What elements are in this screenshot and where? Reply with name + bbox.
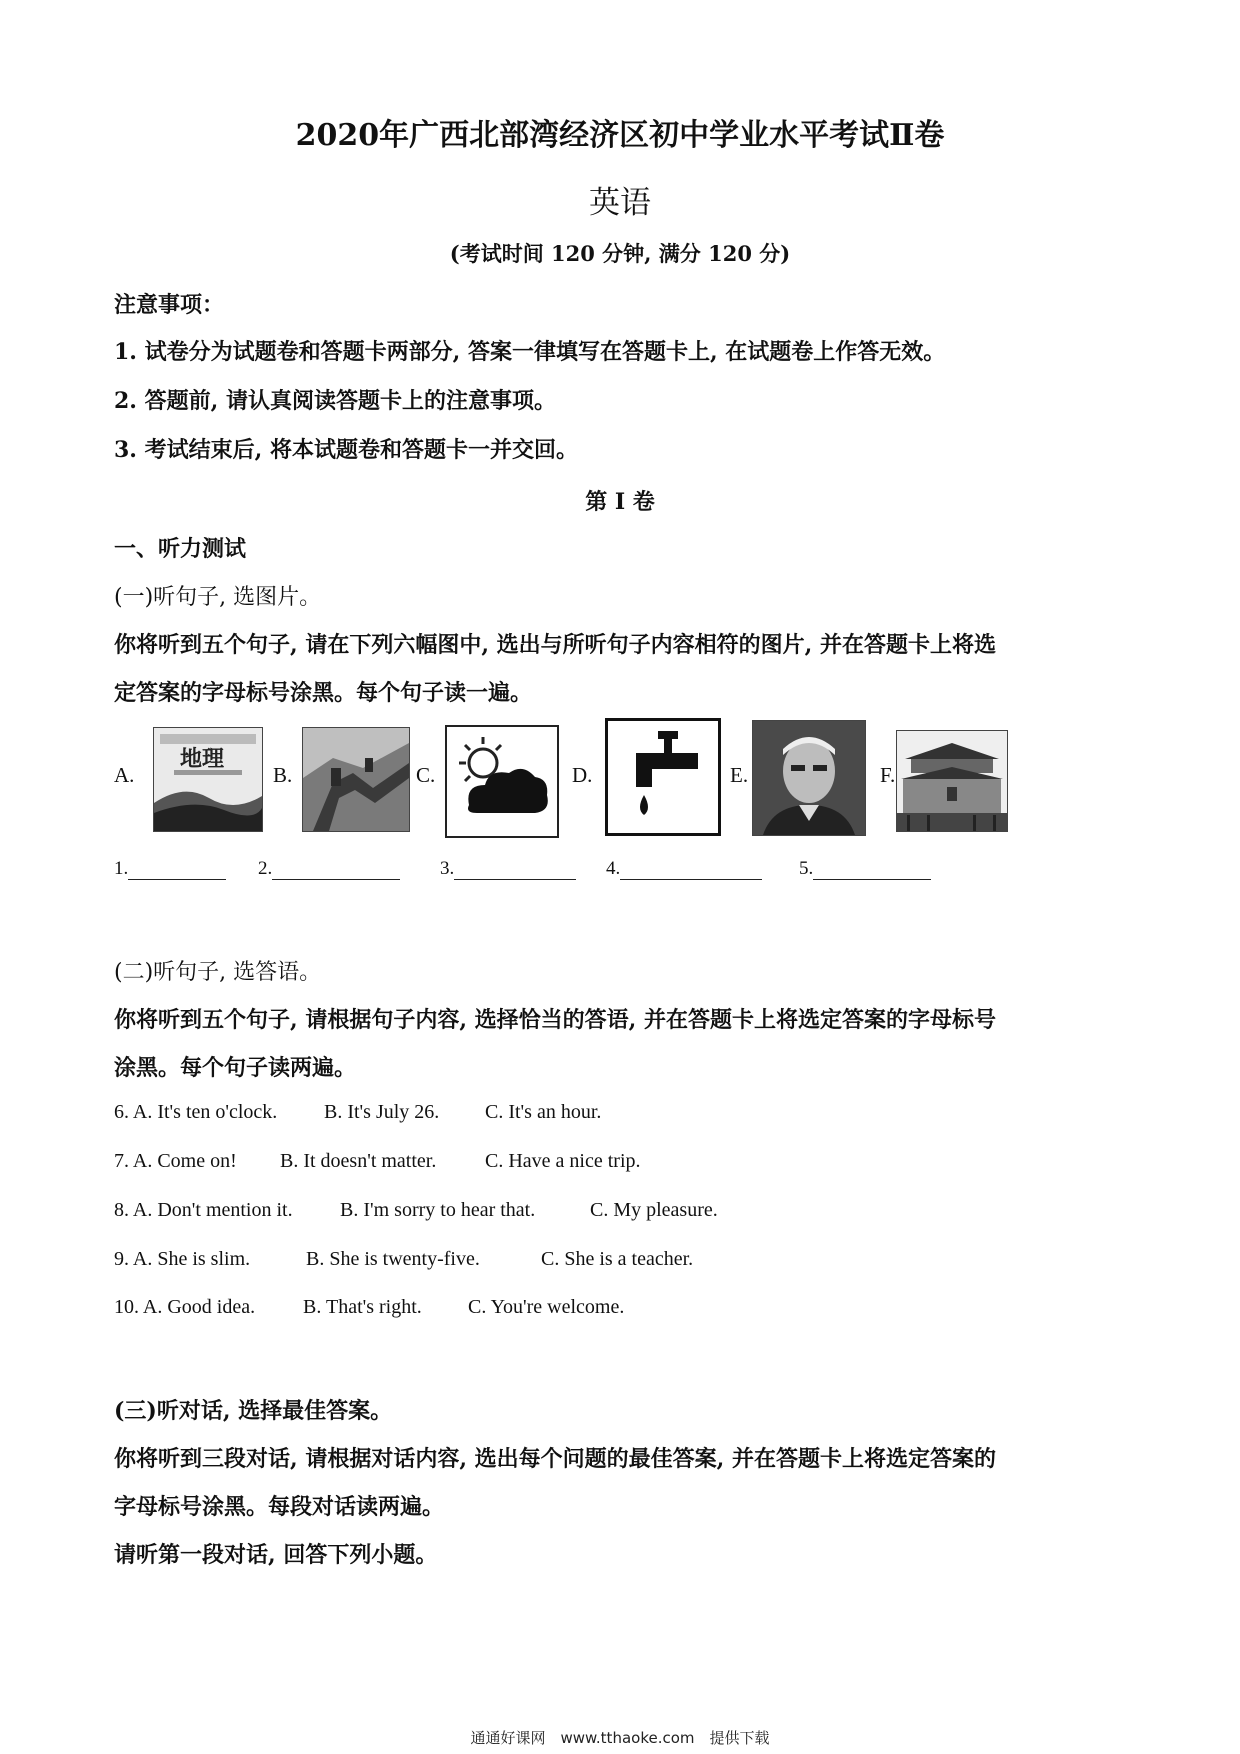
part-one-label: 第 I 卷: [585, 489, 655, 515]
sub2-heading: (二)听句子, 选答语。: [114, 960, 322, 985]
sub1-instruction-line1: 你将听到五个句子, 请在下列六幅图中, 选出与所听句子内容相符的图片, 并在答题卡上将选: [114, 632, 996, 658]
q10-option-a: 10. A. Good idea.: [114, 1296, 256, 1318]
q6-option-a: 6. A. It's ten o'clock.: [114, 1101, 278, 1123]
q8-option-c: C. My pleasure.: [590, 1199, 718, 1221]
question-6: [114, 1101, 601, 1124]
notes-heading: 注意事项：: [114, 292, 225, 318]
subject-title: 英语: [589, 185, 651, 221]
sub3-heading: (三)听对话, 选择最佳答案。: [114, 1398, 393, 1424]
sub3-instruction-line1: 你将听到三段对话, 请根据对话内容, 选出每个问题的最佳答案, 并在答题卡上将选定答案的: [114, 1446, 996, 1472]
picture-label-c: C.: [416, 763, 436, 787]
portrait-photo-icon: [752, 720, 866, 836]
sub3-instruction-line2: 字母标号涂黑。每段对话读两遍。: [114, 1494, 445, 1520]
picture-label-f: F.: [880, 763, 896, 787]
tiananmen-icon: [896, 730, 1008, 832]
q7-option-a: 7. A. Come on!: [114, 1150, 237, 1172]
q9-option-c: C. She is a teacher.: [541, 1248, 694, 1270]
question-7: [114, 1150, 641, 1173]
q6-option-b: B. It's July 26.: [324, 1101, 440, 1123]
water-tap-icon: [605, 718, 721, 836]
picture-label-e: E.: [730, 763, 749, 787]
great-wall-icon: [302, 727, 410, 832]
page-footer: 通通好课网 www.tthaoke.com 提供下载: [470, 1729, 770, 1747]
note-item-3: 3. 考试结束后, 将本试题卷和答题卡一并交回。: [114, 437, 578, 463]
sub1-instruction-line2: 定答案的字母标号涂黑。每个句子读一遍。: [114, 680, 533, 706]
q7-option-c: C. Have a nice trip.: [485, 1150, 641, 1172]
answer-blank-4[interactable]: 4.: [606, 858, 762, 880]
book-cover-text: 地理: [180, 746, 225, 772]
answer-blank-1[interactable]: 1.: [114, 858, 226, 880]
q7-option-b: B. It doesn't matter.: [280, 1150, 437, 1172]
note-item-1: 1. 试卷分为试题卷和答题卡两部分, 答案一律填写在答题卡上, 在试题卷上作答无效。: [114, 339, 946, 365]
answer-blank-3[interactable]: 3.: [440, 858, 576, 880]
exam-title: 2020年广西北部湾经济区初中学业水平考试Ⅱ卷: [295, 118, 945, 153]
q8-option-a: 8. A. Don't mention it.: [114, 1199, 293, 1221]
picture-label-b: B.: [273, 763, 293, 787]
q9-option-a: 9. A. She is slim.: [114, 1248, 251, 1270]
q10-option-b: B. That's right.: [303, 1296, 422, 1318]
answer-blank-5[interactable]: 5.: [799, 858, 931, 880]
exam-time-info: (考试时间 120 分钟, 满分 120 分): [449, 241, 791, 266]
picture-label-d: D.: [572, 763, 593, 787]
sun-cloud-weather-icon: [445, 725, 559, 838]
picture-label-a: A.: [114, 763, 135, 787]
question-10: [114, 1296, 624, 1319]
q6-option-c: C. It's an hour.: [485, 1101, 602, 1123]
geography-book-icon: [153, 727, 263, 832]
answer-blank-2[interactable]: 2.: [258, 858, 400, 880]
sub3-instruction-line3: 请听第一段对话, 回答下列小题。: [114, 1542, 438, 1568]
sub2-instruction-line2: 涂黑。每个句子读两遍。: [114, 1055, 357, 1081]
sub2-instruction-line1: 你将听到五个句子, 请根据句子内容, 选择恰当的答语, 并在答题卡上将选定答案的字母标号: [114, 1007, 996, 1033]
sub1-heading: (一)听句子, 选图片。: [114, 585, 322, 610]
section-listening-heading: 一、听力测试: [114, 536, 247, 562]
note-item-2: 2. 答题前, 请认真阅读答题卡上的注意事项。: [114, 388, 556, 414]
q10-option-c: C. You're welcome.: [468, 1296, 625, 1318]
q8-option-b: B. I'm sorry to hear that.: [340, 1199, 536, 1221]
q9-option-b: B. She is twenty-five.: [306, 1248, 480, 1270]
question-9: [114, 1248, 693, 1271]
question-8: [114, 1199, 718, 1222]
